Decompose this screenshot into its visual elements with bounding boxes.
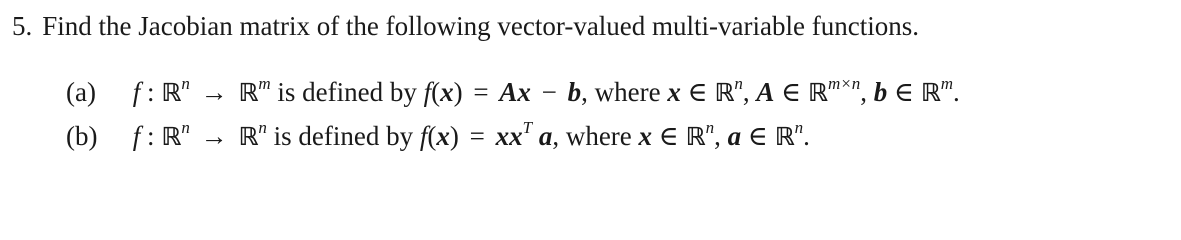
colon: : [147, 121, 155, 151]
cond-b-exp: m [940, 74, 954, 93]
cond-A: A [756, 77, 775, 107]
domain-set: ℝ [161, 122, 182, 151]
function-name-expr: f [419, 121, 428, 151]
problem-heading [12, 6, 919, 46]
element-of: ∈ [687, 77, 708, 107]
equals-sign: = [473, 77, 489, 107]
right-paren: ) [449, 121, 459, 151]
domain-exponent: n [181, 74, 190, 93]
vector-x-transposed: x [509, 121, 523, 151]
left-paren: ( [431, 77, 441, 107]
vector-x-rhs: x [517, 77, 531, 107]
part-b: (b) f : ℝ$^n$ → ℝ$^n$ is defined by $f(x) = xx^T$ a, where x ∈ ℝ$^n$, a ∈ ℝ$^n$. [66, 108, 810, 157]
cond-x: x [667, 77, 681, 107]
cond-a-exp: n [794, 118, 804, 137]
cond-A-exp: m×n [827, 74, 861, 93]
left-paren: ( [427, 121, 437, 151]
cond-b: b [873, 77, 888, 107]
codomain-set: ℝ [238, 122, 259, 151]
period: . [953, 77, 960, 107]
codomain-set: ℝ [238, 78, 259, 107]
function-name: f [132, 121, 141, 151]
cond-x-set: ℝ [685, 122, 706, 151]
transpose-symbol: T [522, 118, 533, 137]
defined-text: is defined by [277, 77, 417, 107]
function-name: f [132, 77, 141, 107]
cond-x-exp: n [734, 74, 743, 93]
cond-x-exp: n [705, 118, 715, 137]
vector-x-rhs: x [495, 121, 510, 151]
period: . [803, 121, 810, 151]
where-text: , where [581, 77, 661, 107]
problem-prompt: Find the Jacobian matrix of the following vector-valued multi-variable functions. [42, 11, 919, 41]
domain-set: ℝ [161, 78, 182, 107]
element-of: ∈ [893, 77, 914, 107]
part-a: (a) f : ℝ$^n$ → ℝ$^m$ is defined by f(x) = Ax − b, where x ∈ ℝ$^n$, A ∈ ℝ$^{m\times n}$, b ∈ ℝ$^m$. [66, 64, 960, 113]
cond-x: x [638, 121, 653, 151]
equals-sign: = [469, 121, 485, 151]
colon: : [147, 77, 155, 107]
vector-b: b [567, 77, 582, 107]
function-name-expr: f [423, 77, 432, 107]
right-paren: ) [453, 77, 463, 107]
element-of: ∈ [658, 121, 679, 151]
element-of: ∈ [747, 121, 768, 151]
cond-x-set: ℝ [714, 78, 735, 107]
minus-sign: − [541, 77, 557, 107]
vector-a: a [538, 121, 553, 151]
vector-x: x [440, 77, 454, 107]
problem-number: 5. [12, 11, 33, 41]
arrow: → [200, 77, 228, 107]
part-b-label: (b) [66, 121, 98, 151]
matrix-A: A [499, 77, 518, 107]
arrow: → [200, 121, 228, 151]
where-text: , where [552, 121, 632, 151]
element-of: ∈ [781, 77, 802, 107]
cond-a: a [727, 121, 742, 151]
defined-text: is defined by [273, 121, 414, 151]
cond-A-set: ℝ [807, 78, 828, 107]
cond-a-set: ℝ [774, 122, 795, 151]
codomain-exponent: n [258, 118, 267, 137]
vector-x: x [436, 121, 450, 151]
cond-b-set: ℝ [920, 78, 941, 107]
domain-exponent: n [181, 118, 190, 137]
codomain-exponent: m [258, 74, 271, 93]
part-a-label: (a) [66, 77, 96, 107]
